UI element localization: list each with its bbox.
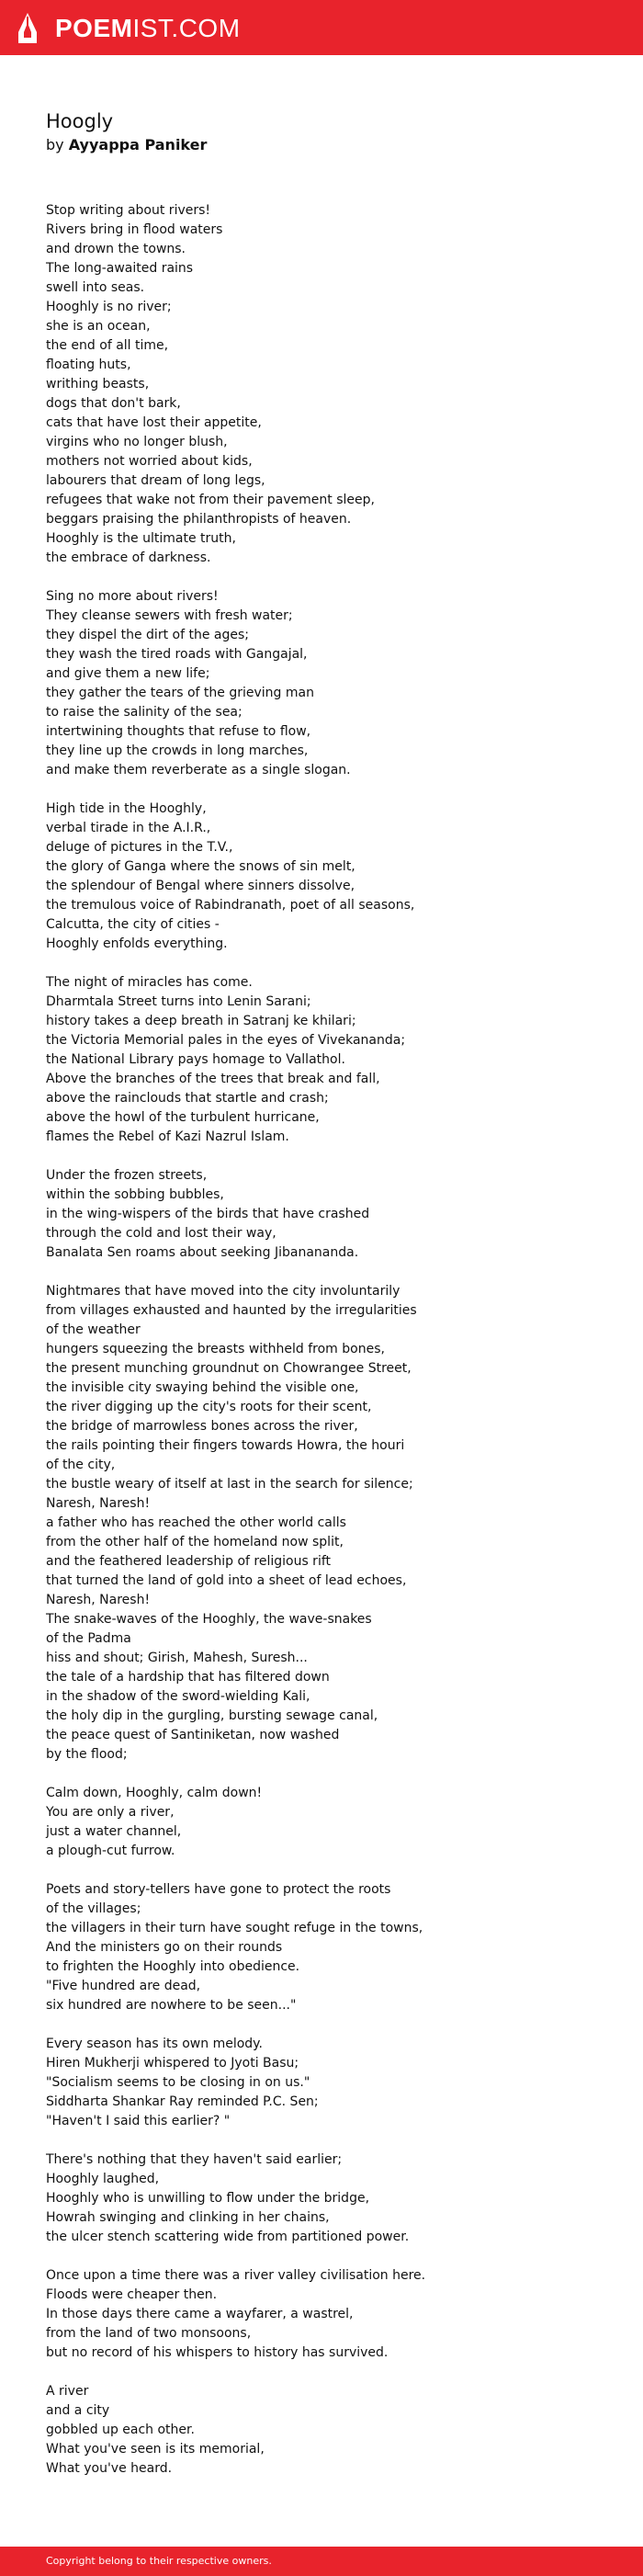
site-logo[interactable] (55, 14, 241, 43)
poem-line: Siddharta Shankar Ray reminded P.C. Sen; (46, 2094, 319, 2109)
poem-line: they dispel the dirt of the ages; (46, 628, 249, 642)
poem-line: and make them reverberate as a single slogan. (46, 763, 351, 777)
poem-line: she is an ocean, (46, 319, 151, 334)
poem-line: of the weather (46, 1322, 141, 1337)
poem-line: They cleanse sewers with fresh water; (46, 608, 293, 623)
poem-line: above the rainclouds that startle and crash; (46, 1091, 329, 1106)
poem-line: Hiren Mukherji whispered to Jyoti Basu; (46, 2056, 299, 2071)
poem-line: "Socialism seems to be closing in on us." (46, 2075, 310, 2090)
poem-line: the holy dip in the gurgling, bursting sewage canal, (46, 1708, 378, 1723)
poem-line: Poets and story-tellers have gone to protect the roots (46, 1882, 391, 1897)
poem-line: labourers that dream of long legs, (46, 473, 265, 488)
poem-line: they wash the tired roads with Gangajal, (46, 647, 308, 662)
poem-line: Hooghly who is unwilling to flow under the bridge, (46, 2191, 370, 2206)
poem-line: Under the frozen streets, (46, 1168, 208, 1183)
poem-line: and a city (46, 2403, 110, 2418)
poem-line: Dharmtala Street turns into Lenin Sarani; (46, 994, 311, 1009)
poem-line: by the flood; (46, 1747, 128, 1762)
poem-line: the National Library pays homage to Vallathol. (46, 1052, 345, 1067)
poem-line: of the Padma (46, 1631, 131, 1646)
poem-line: just a water channel, (46, 1824, 182, 1839)
poem-line: swell into seas. (46, 280, 145, 295)
poem-line: The night of miracles has come. (46, 975, 253, 990)
poem-line: they line up the crowds in long marches, (46, 743, 309, 758)
stanza-break (46, 2247, 615, 2266)
poem-line: Naresh, Naresh! (46, 1496, 151, 1511)
poem-line: above the howl of the turbulent hurricane, (46, 1110, 320, 1125)
stanza-break (46, 1263, 615, 1282)
poem-line: flames the Rebel of Kazi Nazrul Islam. (46, 1129, 289, 1144)
poem-line: the tremulous voice of Rabindranath, poet of all seasons, (46, 898, 415, 913)
poem-author-link[interactable]: Ayyappa Paniker (68, 136, 208, 153)
poem-line: from the other half of the homeland now split, (46, 1535, 344, 1549)
poem-line: cats that have lost their appetite, (46, 415, 262, 430)
poem-line: deluge of pictures in the T.V., (46, 840, 233, 855)
poem-line: through the cold and lost their way, (46, 1226, 276, 1241)
poem-line: floating huts, (46, 357, 131, 372)
stanza-break (46, 1765, 615, 1784)
poem-line: the invisible city swaying behind the visible one, (46, 1380, 359, 1395)
poem-line: to frighten the Hooghly into obedience. (46, 1959, 300, 1974)
poem-line: There's nothing that they haven't said earlier; (46, 2152, 343, 2167)
poem-title: Hoogly (46, 110, 114, 132)
poem-line: gobbled up each other. (46, 2423, 195, 2437)
stanza-break (46, 2015, 615, 2035)
poem-line: the bridge of marrowless bones across the river, (46, 1419, 358, 1434)
poem-line: of the city, (46, 1458, 116, 1472)
poem-line: What you've seen is its memorial, (46, 2442, 265, 2457)
stanza-break (46, 1861, 615, 1880)
poem-line: Naresh, Naresh! (46, 1593, 151, 1607)
poem-line: dogs that don't bark, (46, 396, 181, 411)
pen-nib-icon[interactable] (16, 12, 39, 45)
poem-line: And the ministers go on their rounds (46, 1940, 283, 1955)
poem-line: "Haven't I said this earlier? " (46, 2114, 231, 2128)
poem-line: Above the branches of the trees that break and fall, (46, 1072, 380, 1086)
poem-line: six hundred are nowhere to be seen..." (46, 1998, 297, 2013)
poem-line: the present munching groundnut on Chowrangee Street, (46, 1361, 412, 1376)
poem-line: "Five hundred are dead, (46, 1979, 201, 1993)
poem-line: Hooghly enfolds everything. (46, 936, 228, 951)
poem-line: mothers not worried about kids, (46, 454, 253, 469)
poem-line: intertwining thoughts that refuse to flow, (46, 724, 311, 739)
poem-line: the splendour of Bengal where sinners dissolve, (46, 879, 355, 893)
poem-line: they gather the tears of the grieving man (46, 686, 314, 700)
stanza-break (46, 2363, 615, 2382)
site-header (0, 0, 643, 55)
copyright-text: Copyright belong to their respective owners. (46, 2555, 272, 2567)
stanza-break (46, 954, 615, 973)
poem-line: the bustle weary of itself at last in the search for silence; (46, 1477, 413, 1492)
poem-line: In those days there came a wayfarer, a wastrel, (46, 2307, 354, 2321)
poem-line: from the land of two monsoons, (46, 2326, 252, 2341)
poem-line: the embrace of darkness. (46, 550, 211, 565)
stanza-break (46, 1147, 615, 1166)
poem-line: Sing no more about rivers! (46, 589, 219, 604)
poem-byline (46, 135, 207, 155)
poem-line: and the feathered leadership of religious rift (46, 1554, 332, 1569)
poem-line: Stop writing about rivers! (46, 203, 211, 218)
poem-line: in the shadow of the sword-wielding Kali, (46, 1689, 310, 1704)
poem-line: Rivers bring in flood waters (46, 222, 223, 237)
poem-line: Once upon a time there was a river valley civilisation here. (46, 2268, 426, 2283)
poem-line: the glory of Ganga where the snows of sin melt, (46, 859, 355, 874)
poem-line: hiss and shout; Girish, Mahesh, Suresh... (46, 1651, 308, 1665)
poem-line: hungers squeezing the breasts withheld from bones, (46, 1342, 385, 1356)
poem-line: the tale of a hardship that has filtered down (46, 1670, 330, 1685)
poem-line: What you've heard. (46, 2461, 173, 2476)
poem-line: Hooghly is the ultimate truth, (46, 531, 236, 546)
poem-line: The long-awaited rains (46, 261, 194, 276)
poem-line: Nightmares that have moved into the city involuntarily (46, 1284, 400, 1299)
poem-line: virgins who no longer blush, (46, 435, 228, 449)
stanza-break (46, 2131, 615, 2150)
poem-line: and drown the towns. (46, 242, 186, 256)
poem-line: a father who has reached the other world calls (46, 1515, 346, 1530)
logo-light-text: IST.COM (132, 14, 241, 42)
poem-line: The snake-waves of the Hooghly, the wave-snakes (46, 1612, 372, 1627)
poem-line: the end of all time, (46, 338, 169, 353)
poem-line: of the villages; (46, 1901, 141, 1916)
stanza-break (46, 568, 615, 587)
poem-line: the river digging up the city's roots for their scent, (46, 1400, 372, 1414)
poem-line: beggars praising the philanthropists of heaven. (46, 512, 352, 527)
poem-line: Hooghly is no river; (46, 300, 172, 314)
poem-line: history takes a deep breath in Satranj ke khilari; (46, 1014, 356, 1028)
by-label: by (46, 136, 64, 153)
poem-line: verbal tirade in the A.I.R., (46, 821, 211, 835)
poem-line: Hooghly laughed, (46, 2172, 160, 2186)
poem-line: and give them a new life; (46, 666, 210, 681)
poem-line: writhing beasts, (46, 377, 150, 392)
poem-line: Banalata Sen roams about seeking Jibanananda. (46, 1245, 359, 1260)
poem-line: the rails pointing their fingers towards Howra, the houri (46, 1438, 405, 1453)
poem-line: refugees that wake not from their pavement sleep, (46, 493, 375, 507)
poem-line: to raise the salinity of the sea; (46, 705, 243, 720)
poem-line: from villages exhausted and haunted by the irregularities (46, 1303, 417, 1318)
logo-bold-text: POEM (55, 14, 133, 42)
poem-line: a plough-cut furrow. (46, 1844, 175, 1858)
poem-line: the peace quest of Santiniketan, now washed (46, 1728, 340, 1742)
poem-line: the Victoria Memorial pales in the eyes of Vivekananda; (46, 1033, 406, 1048)
poem-line: A river (46, 2384, 89, 2399)
stanza-break (46, 780, 615, 800)
poem-line: within the sobbing bubbles, (46, 1187, 224, 1202)
poem-line: Calm down, Hooghly, calm down! (46, 1786, 263, 1800)
poem-line: Calcutta, the city of cities - (46, 917, 220, 932)
poem-line: Howrah swinging and clinking in her chains, (46, 2210, 330, 2225)
site-footer (0, 2547, 643, 2576)
poem-line: the villagers in their turn have sought refuge in the towns, (46, 1921, 423, 1935)
poem-line: Every season has its own melody. (46, 2037, 263, 2051)
poem-line: in the wing-wispers of the birds that have crashed (46, 1207, 370, 1221)
poem-line: You are only a river, (46, 1805, 175, 1820)
poem-line: High tide in the Hooghly, (46, 801, 207, 816)
poem-line: but no record of his whispers to history has survived. (46, 2345, 389, 2360)
poem-line: that turned the land of gold into a sheet of lead echoes, (46, 1573, 407, 1588)
poem-line: the ulcer stench scattering wide from partitioned power. (46, 2230, 410, 2244)
poem-body (46, 201, 615, 2479)
poem-line: Floods were cheaper then. (46, 2287, 218, 2302)
